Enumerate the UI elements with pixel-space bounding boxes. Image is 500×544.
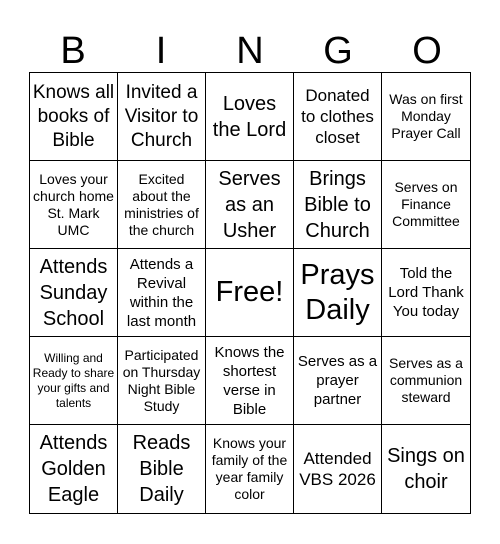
header-letter-g: G bbox=[323, 30, 353, 72]
cell-text: Reads Bible Daily bbox=[132, 432, 191, 506]
bingo-cell[interactable] bbox=[294, 161, 382, 249]
bingo-cell[interactable] bbox=[294, 73, 382, 161]
cell-text: Participated on Thursday Night Bible Study bbox=[122, 346, 201, 414]
cell-text: Serves as an Usher bbox=[218, 167, 281, 242]
bingo-cell[interactable] bbox=[118, 249, 206, 337]
cell-text: Serves as a communion steward bbox=[389, 355, 463, 405]
cell-text: Serves as a prayer partner bbox=[297, 353, 378, 408]
bingo-cell[interactable] bbox=[382, 249, 470, 337]
header-letter-b: B bbox=[60, 30, 86, 72]
bingo-cell[interactable] bbox=[206, 337, 294, 425]
bingo-cell[interactable] bbox=[294, 249, 382, 337]
cell-text: Prays Daily bbox=[300, 258, 375, 326]
cell-text: Brings Bible to Church bbox=[304, 167, 371, 242]
bingo-cell[interactable] bbox=[118, 337, 206, 425]
bingo-cell[interactable] bbox=[118, 425, 206, 513]
cell-text: Attends Golden Eagle bbox=[39, 432, 108, 506]
cell-text: Excited about the ministries of the church bbox=[124, 170, 199, 238]
bingo-cell[interactable] bbox=[294, 425, 382, 513]
cell-text: Attends Sunday School bbox=[39, 255, 108, 330]
cell-text: Invited a Visitor to Church bbox=[124, 81, 199, 151]
cell-text: Sings on choir bbox=[387, 445, 465, 493]
bingo-cell[interactable] bbox=[206, 161, 294, 249]
cell-text: Told the Lord Thank You today bbox=[388, 265, 464, 320]
bingo-cell[interactable] bbox=[382, 161, 470, 249]
cell-text: Willing and Ready to share your gifts and talents bbox=[32, 350, 115, 410]
bingo-cell[interactable] bbox=[30, 73, 118, 161]
cell-text: Donated to clothes closet bbox=[301, 86, 374, 147]
free-text: Free! bbox=[215, 276, 284, 308]
bingo-cell[interactable] bbox=[118, 73, 206, 161]
cell-text: Loves the Lord bbox=[212, 92, 287, 141]
bingo-header bbox=[29, 30, 471, 72]
header-letter-o: O bbox=[412, 30, 442, 72]
header-letter-n: N bbox=[236, 30, 264, 72]
bingo-cell[interactable] bbox=[382, 337, 470, 425]
bingo-cell[interactable] bbox=[118, 161, 206, 249]
bingo-cell[interactable] bbox=[30, 425, 118, 513]
cell-text: Was on first Monday Prayer Call bbox=[389, 91, 463, 141]
bingo-cell[interactable] bbox=[30, 249, 118, 337]
bingo-cell[interactable] bbox=[382, 425, 470, 513]
bingo-cell[interactable] bbox=[206, 425, 294, 513]
cell-text: Knows all books of Bible bbox=[32, 81, 115, 151]
cell-text: Attended VBS 2026 bbox=[299, 449, 376, 489]
free-cell[interactable] bbox=[206, 249, 294, 337]
cell-text: Attends a Revival within the last month bbox=[126, 255, 197, 330]
bingo-cell[interactable] bbox=[206, 73, 294, 161]
cell-text: Knows your family of the year family color bbox=[211, 435, 288, 502]
cell-text: Loves your church home St. Mark UMC bbox=[33, 170, 114, 238]
bingo-cell[interactable] bbox=[30, 161, 118, 249]
bingo-cell[interactable] bbox=[294, 337, 382, 425]
bingo-cell[interactable] bbox=[382, 73, 470, 161]
header-letter-i: I bbox=[155, 30, 167, 72]
bingo-grid bbox=[29, 72, 471, 514]
cell-text: Serves on Finance Committee bbox=[392, 179, 460, 229]
bingo-cell[interactable] bbox=[30, 337, 118, 425]
cell-text: Knows the shortest verse in Bible bbox=[214, 343, 285, 418]
